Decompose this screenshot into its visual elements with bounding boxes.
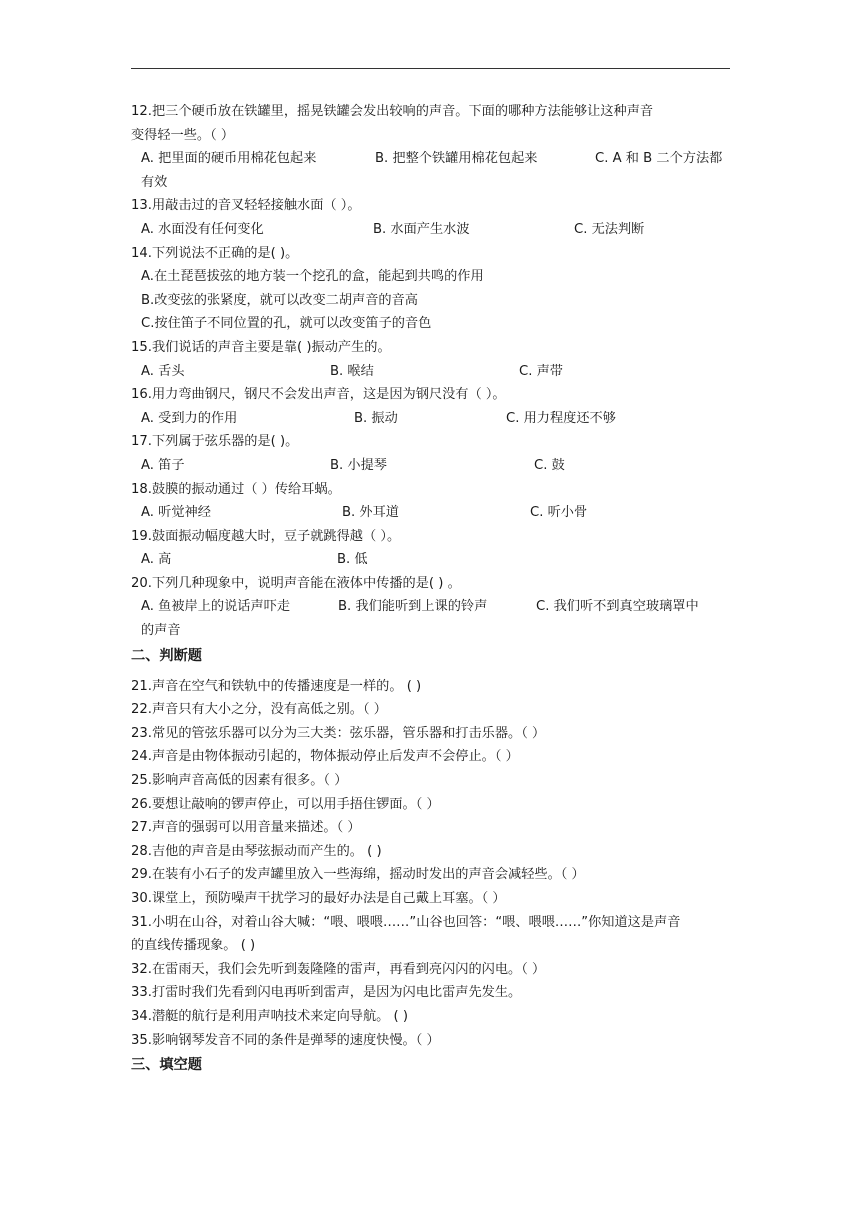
question-22: 22.声音只有大小之分，没有高低之别。（ ） <box>131 702 387 718</box>
question-text: 20.下列几种现象中，说明声音能在液体中传播的是( ) 。 <box>131 575 461 591</box>
question-24: 24.声音是由物体振动引起的，物体振动停止后发声不会停止。（ ） <box>131 749 519 765</box>
option-continuation: 有效 <box>141 174 168 190</box>
option-b: B. 外耳道 <box>342 505 399 521</box>
option-b: B. 水面产生水波 <box>373 221 470 237</box>
option-a: A.在土琵琶拔弦的地方装一个挖孔的盒，能起到共鸣的作用 <box>141 269 484 285</box>
question-text: 12.把三个硬币放在铁罐里，摇晃铁罐会发出较响的声音。下面的哪种方法能够让这种声音 <box>131 104 654 119</box>
question-29: 29.在装有小石子的发声罐里放入一些海绵，摇动时发出的声音会减轻些。（ ） <box>131 867 585 883</box>
option-a: A. 舌头 <box>141 363 185 379</box>
options-row <box>131 147 731 171</box>
options-row <box>131 501 731 525</box>
question-text: 13.用敲击过的音叉轻轻接触水面（ ）。 <box>131 198 361 214</box>
options-row <box>131 548 731 572</box>
option-c: C. 无法判断 <box>574 221 645 237</box>
option-b: B. 把整个铁罐用棉花包起来 <box>375 151 538 167</box>
question-32: 32.在雷雨天，我们会先听到轰隆隆的雷声，再看到亮闪闪的闪电。（ ） <box>131 961 546 977</box>
question-18 <box>131 478 731 525</box>
question-35: 35.影响钢琴发音不同的条件是弹琴的速度快慢。（ ） <box>131 1032 440 1048</box>
question-19 <box>131 525 731 572</box>
option-a: A. 笛子 <box>141 457 185 473</box>
option-c: C. 我们听不到真空玻璃罩中 <box>536 599 699 615</box>
question-20 <box>131 572 731 643</box>
question-text: 18.鼓膜的振动通过（ ）传给耳蜗。 <box>131 481 341 497</box>
question-16 <box>131 383 731 430</box>
section-heading-true-false: 二、判断题 <box>131 647 202 664</box>
question-13 <box>131 194 731 241</box>
option-c: C.按住笛子不同位置的孔，就可以改变笛子的音色 <box>141 316 432 332</box>
options-row <box>131 218 731 242</box>
question-17 <box>131 430 731 477</box>
option-b: B. 低 <box>337 552 368 568</box>
options-row <box>131 454 731 478</box>
question-12 <box>131 100 731 194</box>
options-row <box>131 407 731 431</box>
option-c: C. 声带 <box>519 363 563 379</box>
section-heading-fill-blank: 三、填空题 <box>131 1057 202 1074</box>
option-a: A. 鱼被岸上的说话声吓走 <box>141 599 291 615</box>
option-a: A. 水面没有任何变化 <box>141 221 264 237</box>
question-33: 33.打雷时我们先看到闪电再听到雷声，是因为闪电比雷声先发生。 <box>131 985 522 1001</box>
question-text: 变得轻一些。（ ） <box>131 127 235 143</box>
option-c: C. A 和 B 二个方法都 <box>595 151 723 167</box>
option-b: B. 小提琴 <box>330 457 387 473</box>
question-15 <box>131 336 731 383</box>
option-a: A. 受到力的作用 <box>141 410 238 426</box>
question-31: 31.小明在山谷，对着山谷大喊：“喂、喂喂……”山谷也回答：“喂、喂喂……”你知道这是声音 <box>131 914 681 930</box>
option-a: A. 把里面的硬币用棉花包起来 <box>141 151 317 167</box>
option-b: B.改变弦的张紧度，就可以改变二胡声音的音高 <box>141 292 418 308</box>
question-text: 15.我们说话的声音主要是靠( )振动产生的。 <box>131 339 391 355</box>
question-34: 34.潜艇的航行是利用声呐技术来定向导航。 ( ) <box>131 1008 409 1024</box>
question-text: 14.下列说法不正确的是( )。 <box>131 245 299 261</box>
question-28: 28.吉他的声音是由琴弦振动而产生的。 ( ) <box>131 843 382 859</box>
question-25: 25.影响声音高低的因素有很多。（ ） <box>131 773 348 789</box>
question-31-continued: 的直线传播现象。 ( ) <box>131 938 256 954</box>
true-false-list <box>131 675 731 1053</box>
question-27: 27.声音的强弱可以用音量来描述。（ ） <box>131 820 361 836</box>
header-rule <box>131 68 730 69</box>
question-text: 16.用力弯曲钢尺，钢尺不会发出声音，这是因为钢尺没有（ ）。 <box>131 387 506 403</box>
option-c: C. 听小骨 <box>530 505 588 521</box>
option-a: A. 高 <box>141 552 172 568</box>
question-30: 30.课堂上，预防噪声干扰学习的最好办法是自己戴上耳塞。（ ） <box>131 891 506 906</box>
option-continuation: 的声音 <box>141 623 181 639</box>
option-b: B. 振动 <box>354 410 398 426</box>
option-c: C. 用力程度还不够 <box>506 410 616 426</box>
option-a: A. 听觉神经 <box>141 505 211 521</box>
question-21: 21.声音在空气和铁轨中的传播速度是一样的。 ( ) <box>131 678 422 694</box>
question-26: 26.要想让敲响的锣声停止，可以用手捂住锣面。（ ） <box>131 796 440 812</box>
question-23: 23.常见的管弦乐器可以分为三大类：弦乐器，管乐器和打击乐器。（ ） <box>131 725 546 741</box>
option-b: B. 喉结 <box>330 363 374 379</box>
question-text: 19.鼓面振动幅度越大时，豆子就跳得越（ ）。 <box>131 528 401 544</box>
question-text: 17.下列属于弦乐器的是( )。 <box>131 434 299 450</box>
question-14 <box>131 242 731 336</box>
option-b: B. 我们能听到上课的铃声 <box>338 599 488 615</box>
exam-content <box>131 100 731 1080</box>
option-c: C. 鼓 <box>534 457 565 473</box>
options-row <box>131 595 731 619</box>
options-row <box>131 360 731 384</box>
